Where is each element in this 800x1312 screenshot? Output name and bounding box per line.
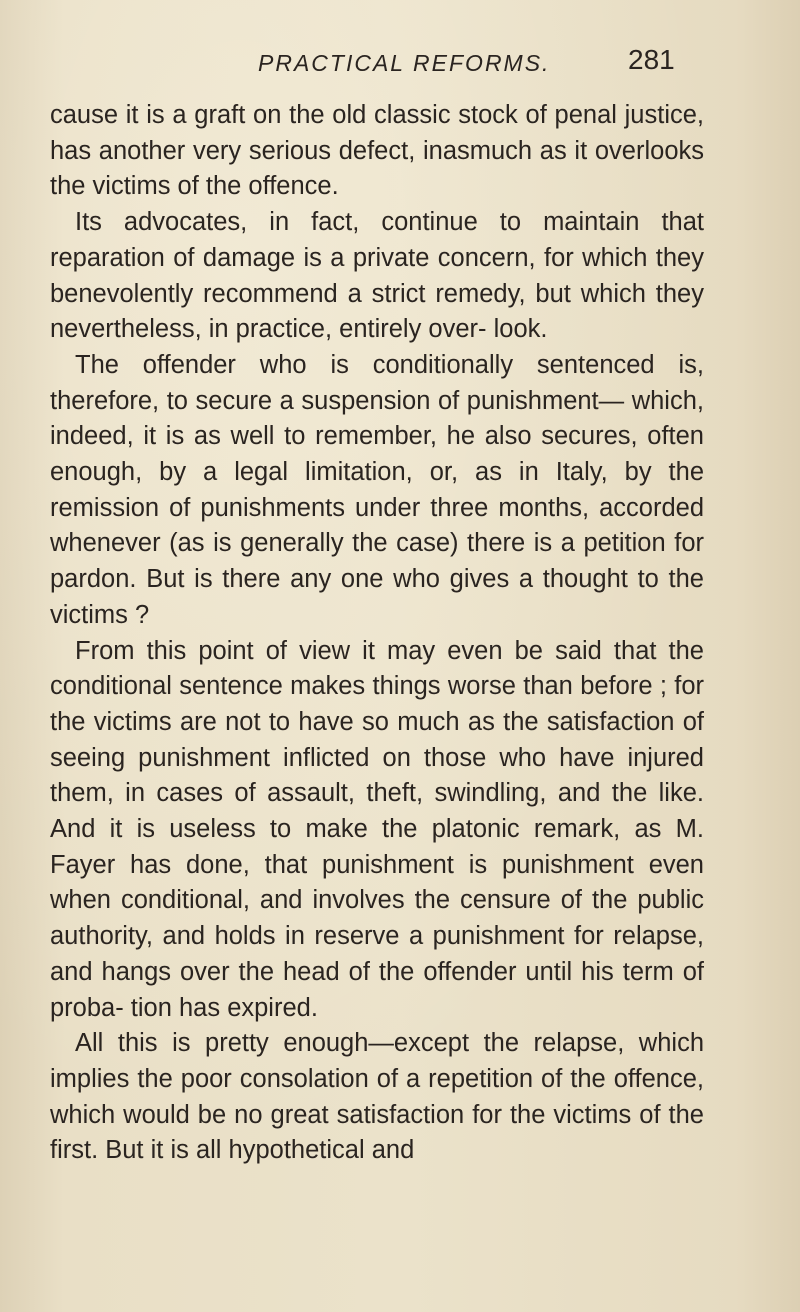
page-header (0, 44, 800, 86)
paragraph-4: From this point of view it may even be said that the conditional sentence makes things worse than before ; for the victims are not to have so much as the satisfaction of seeing punishment inflicted on those who have injured them, in cases of assault, theft, swindling, and the like. And it is useless to make the platonic remark, as M. Fayer has done, that punishment is punishment even when conditional, and involves the censure of the public authority, and holds in reserve a punishment for relapse, and hangs over the head of the offender until his term of proba- tion has expired. (50, 636, 704, 1022)
paragraph-2: Its advocates, in fact, continue to maintain that reparation of damage is a private concern, for which they benevolently recommend a strict remedy, but which they nevertheless, in practice, entirely over- look. (50, 208, 704, 344)
running-head: PRACTICAL REFORMS. (258, 50, 551, 76)
paragraph-3: The offender who is conditionally sentenced is, therefore, to secure a suspension of punishment— which, indeed, it is as well to remember, he also secures, often enough, by a legal limitation, or, as in Italy, by the remission of punishments under three months, accorded whenever (as is generally the case) there is a petition for pardon. But is there any one who gives a thought to the victims ? (50, 350, 704, 629)
paragraph-5: All this is pretty enough—except the relapse, which implies the poor consolation of a repetition of the offence, which would be no great satisfaction for the victims of the first. But it is all hypothetical and (50, 1029, 704, 1165)
paragraph-1: cause it is a graft on the old classic stock of penal justice, has another very serious defect, inasmuch as it overlooks the victims of the offence. (50, 101, 704, 201)
page-number: 281 (628, 44, 675, 75)
body-text (50, 98, 704, 1169)
